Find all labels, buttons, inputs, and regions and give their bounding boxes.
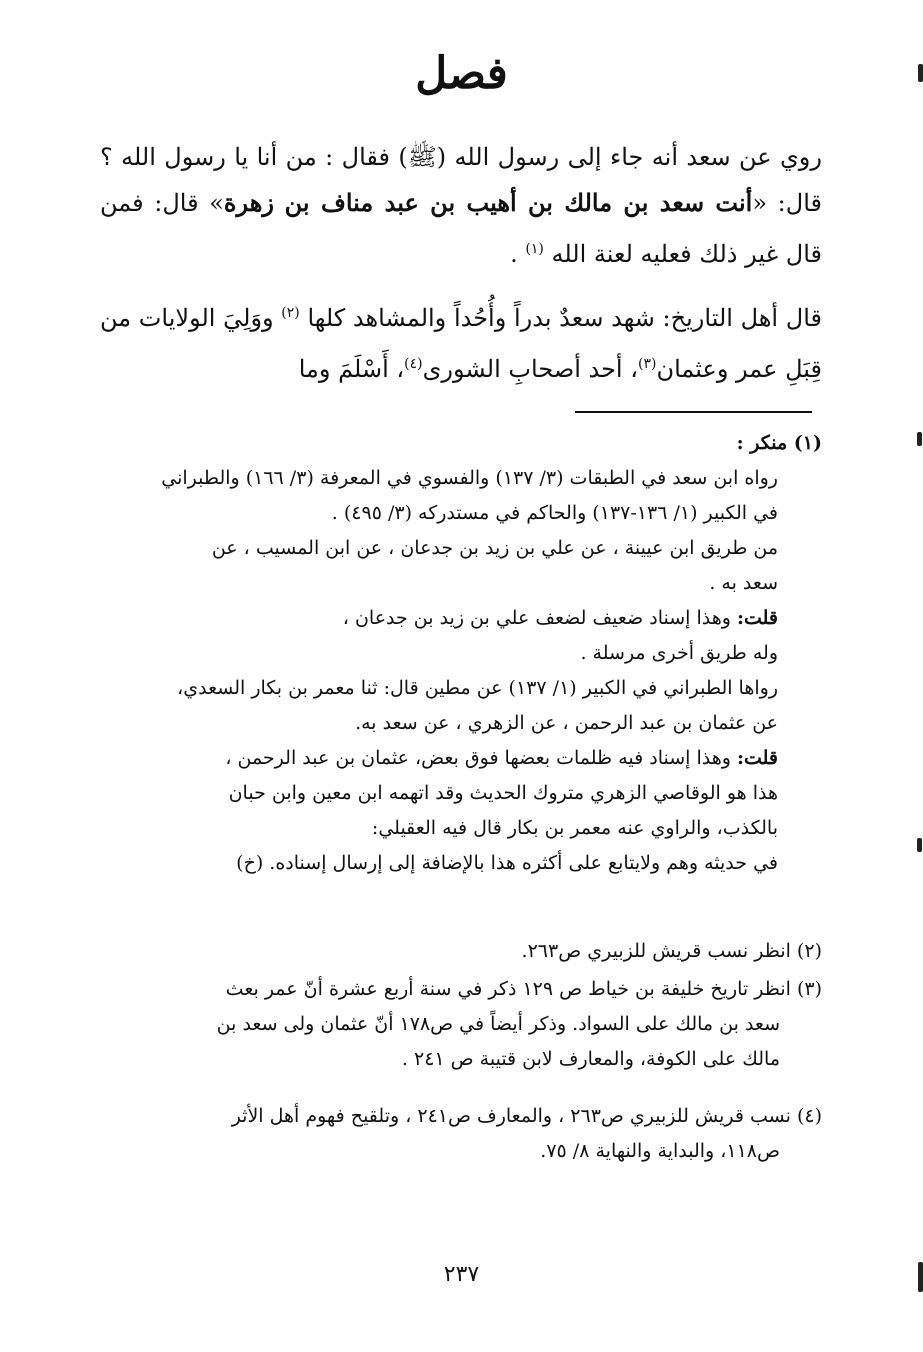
- footnote-ref-2: (٢): [281, 305, 300, 321]
- footnote-1-line: رواها الطبراني في الكبير (١/ ١٣٧) عن مطين قال: ثنا معمر بن بكار السعدي،: [177, 677, 778, 699]
- footnote-1-line: من طريق ابن عيينة ، عن علي بن زيد بن جدعان ، عن ابن المسيب ، عن: [211, 537, 778, 559]
- footnote-1-line: في حديثه وهم ولايتابع على أكثره هذا بالإضافة إلى إرسال إسناده. (خ): [236, 852, 778, 874]
- paragraph-2-line-1b: ووَلِيَ: [223, 304, 282, 332]
- footnote-ref-1: (١): [525, 241, 544, 257]
- page-number: ٢٣٧: [443, 1262, 480, 1287]
- paragraph-1-line-2a: يا رسول الله ؟ قال: «: [100, 143, 822, 217]
- hadith-quote: أنت سعد بن مالك بن أهيب بن عبد مناف بن: [284, 188, 753, 217]
- footnote-4: [100, 1099, 822, 1169]
- footnote-divider: [575, 411, 812, 413]
- qult-text: وهذا إسناد فيه ظلمات بعضها فوق بعض، عثمان بن عبد الرحمن ،: [225, 747, 737, 769]
- scan-edge-mark: [917, 432, 922, 446]
- footnote-3-line: سعد بن مالك على السواد. وذكر أيضاً في ص١٧٨ أنّ عثمان ولى سعد بن: [216, 1013, 780, 1035]
- paragraph-2-line-2: الولايات من قِبَلِ عمر وعثمان: [100, 304, 822, 383]
- footnote-1-line: عن عثمان بن عبد الرحمن ، عن الزهري ، عن سعد به.: [355, 712, 778, 734]
- scan-edge-mark: [918, 1262, 923, 1292]
- paragraph-2-line-2c: ، أَسْلَمَ وما: [298, 355, 405, 383]
- footnote-1-line: وله طريق أخرى مرسلة .: [580, 642, 778, 664]
- footnote-1: [100, 426, 822, 881]
- paragraph-1-end: .: [510, 240, 526, 268]
- footnote-1-qult-1: [100, 601, 822, 636]
- footnote-2-line: (٢) انظر نسب قريش للزبيري ص٢٦٣.: [521, 940, 822, 962]
- footnote-ref-3: (٣): [637, 356, 657, 372]
- scan-edge-mark: [918, 64, 923, 82]
- footnote-1-heading: (١) منكر :: [736, 432, 822, 454]
- paragraph-2: [100, 290, 822, 392]
- paragraph-2-line-2b: ، أحد أصحابِ الشورى: [422, 355, 638, 383]
- footnote-3-line: مالك على الكوفة، والمعارف لابن قتيبة ص ٢٤١ .: [401, 1048, 780, 1070]
- footnote-1-line: سعد به .: [709, 572, 778, 594]
- footnote-3: [100, 972, 822, 1077]
- qult-label: قلت:: [736, 747, 778, 769]
- paragraph-1-line-1: روي عن سعد أنه جاء إلى رسول الله (ﷺ) فقال : من أنا: [256, 143, 822, 171]
- footnote-4-line: (٤) نسب قريش للزبيري ص٢٦٣ ، والمعارف ص٢٤١ ، وتلقيح فهوم أهل الأثر: [231, 1105, 822, 1127]
- section-title: فصل: [415, 48, 508, 99]
- footnote-1-line: رواه ابن سعد في الطبقات (٣/ ١٣٧) والفسوي في المعرفة (٣/ ١٦٦) والطبراني: [161, 467, 778, 489]
- scan-edge-mark: [917, 838, 922, 852]
- paragraph-1-line-3: » قال: فمن قال غير ذلك فعليه لعنة الله: [100, 189, 822, 268]
- footnote-1-line: هذا هو الوقاصي الزهري متروك الحديث وقد اتهمه ابن معين وابن حبان: [228, 782, 778, 804]
- footnote-4-line: ص١١٨، والبداية والنهاية ٨/ ٧٥.: [540, 1140, 780, 1162]
- paragraph-1: [100, 134, 822, 277]
- paragraph-2-line-1: قال أهل التاريخ: شهد سعدٌ بدراً وأُحُداً والمشاهد كلها: [307, 304, 822, 332]
- footnote-1-qult-2: [100, 741, 822, 776]
- footnote-1-line: في الكبير (١/ ١٣٦-١٣٧) والحاكم في مستدركه (٣/ ٤٩٥) .: [331, 502, 778, 524]
- footnote-2: [100, 934, 822, 969]
- footnote-1-line: بالكذب، والراوي عنه معمر بن بكار قال فيه العقيلي:: [371, 817, 778, 839]
- qult-label: قلت:: [736, 607, 778, 629]
- hadith-quote-end: زهرة: [223, 188, 274, 217]
- footnote-3-line: (٣) انظر تاريخ خليفة بن خياط ص ١٢٩ ذكر في سنة أربع عشرة أنّ عمر بعث: [225, 978, 822, 1000]
- qult-text: وهذا إسناد ضعيف لضعف علي بن زيد بن جدعان ،: [342, 607, 737, 629]
- footnote-ref-4: (٤): [404, 356, 423, 372]
